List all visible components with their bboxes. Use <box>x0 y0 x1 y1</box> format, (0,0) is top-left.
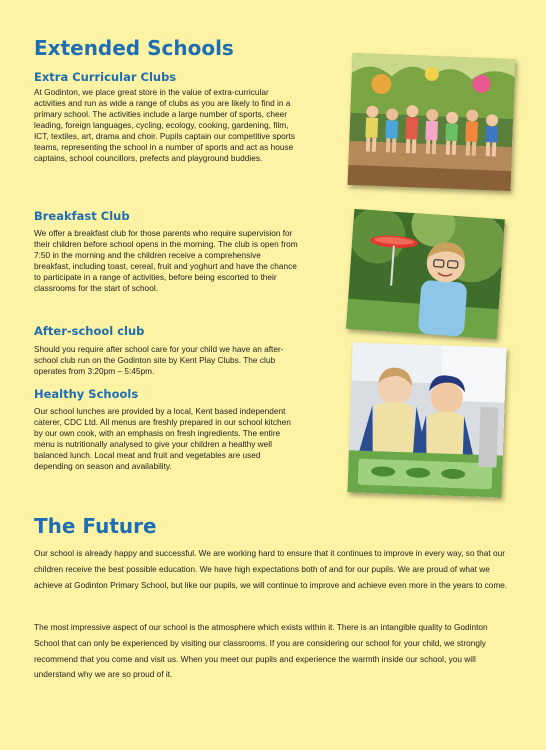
after-school-text: Should you require after school care for your child we have an after-school club run on the Godinton site by Kent Play Clubs. The club operates from 3:20pm – 5:45pm. <box>34 344 284 376</box>
future-paragraph-2: The most impressive aspect of our school is the atmosphere which exists within it. There is an intangible quality to Godinton School that can only be experienced by visiting our classrooms. If you are considering our school for your child, we strongly recommend that you come and visit us. When you meet our pupils and experience the warmth inside our school, you will understand why we are so proud of it. <box>34 622 488 680</box>
clubs-heading: Extra Curricular Clubs <box>34 70 177 84</box>
boy-plate-spinning-photo <box>346 209 505 339</box>
breakfast-heading: Breakfast Club <box>34 209 130 223</box>
the-future-title: The Future <box>34 514 157 538</box>
healthy-schools-text: Our school lunches are provided by a local, Kent based independent caterer, CDC Ltd. All menus are freshly prepared in our school kitchen by our own cook, with an emphasis on fresh ingredients. The entire menu is nutritionally analysed to give your children a healthy well balanced lunch. Local meat and fruit and vegetables are used depending on season and availability. <box>34 406 291 471</box>
clubs-text: At Godinton, we place great store in the value of extra-curricular activities and run as wide a range of clubs as you are likely to find in a primary school. The activities include a large number of sports, cheer leading, foreign languages, cycling, ecology, cooking, gardening, film, ICT, textiles, art, drama and choir. Pupils captain our competitive sports teams, representing the school in a number of sports and act as house captains, school councillors, prefects and playground buddies. <box>34 87 296 163</box>
breakfast-text: We offer a breakfast club for those parents who require supervision for their children before school opens in the morning. The club is open from 7:50 in the morning and the children receive a comprehensive breakfast, including toast, cereal, fruit and yoghurt and have the chance to participate in a range of activities, before being escorted to their classrooms for the start of school. <box>34 228 298 293</box>
extended-schools-title: Extended Schools <box>34 36 234 60</box>
after-school-heading: After-school club <box>34 324 145 338</box>
children-on-stage-photo <box>348 53 516 191</box>
healthy-schools-heading: Healthy Schools <box>34 387 139 401</box>
future-paragraph-1: Our school is already happy and successful. We are working hard to ensure that it continues to improve in every way, so that our children receive the best possible education. We have high expectations both of and for our pupils. We are proud of what we achieve at Godinton Primary School, but like our pupils, we will continue to improve and achieve even more in the years to come. <box>34 548 508 590</box>
children-cooking-photo <box>347 342 506 497</box>
